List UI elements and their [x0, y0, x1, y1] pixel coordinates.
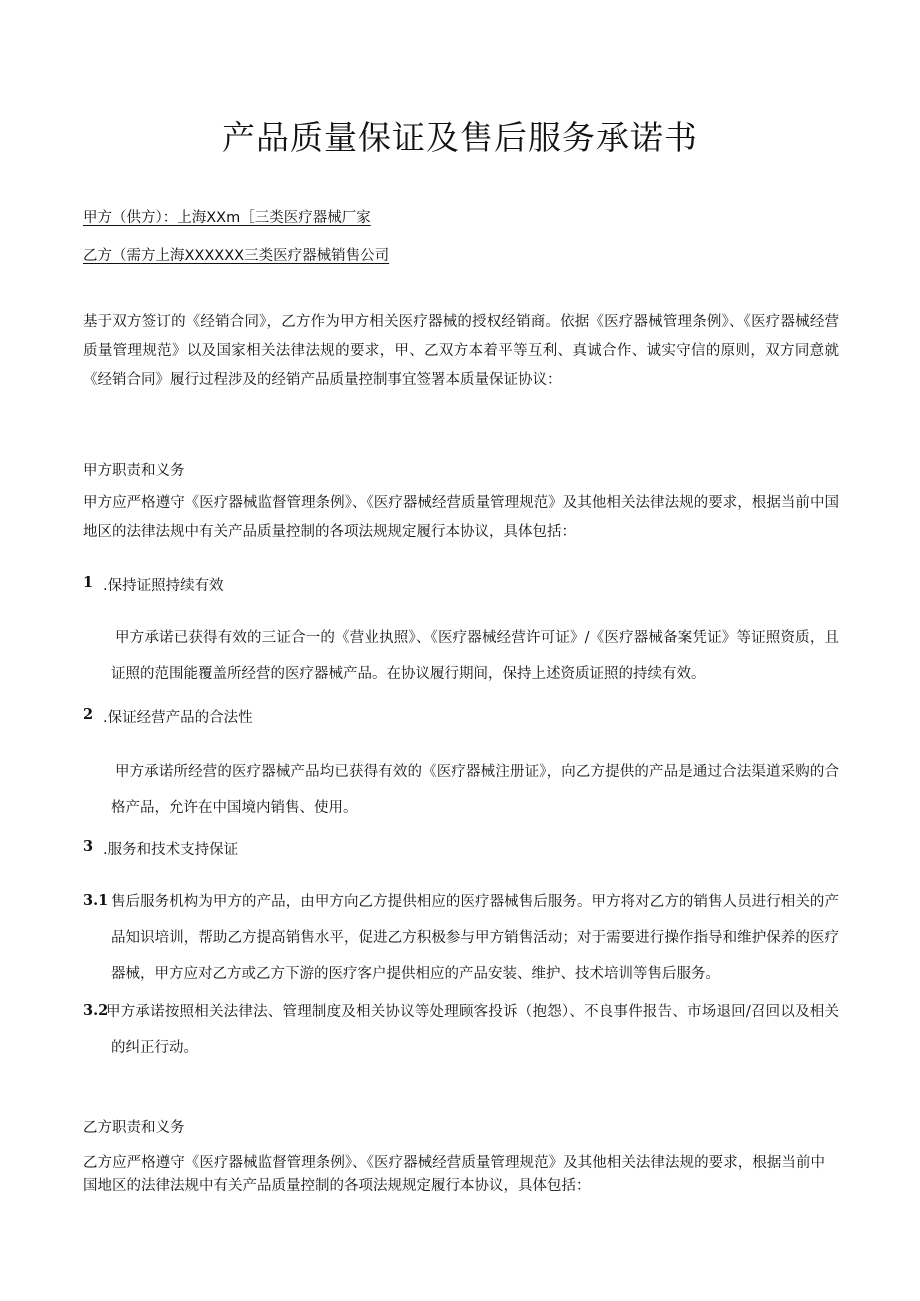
sub-item-3-2-body: 甲方承诺按照相关法律法、管理制度及相关协议等处理顾客投诉（抱怨）、不良事件报告、市场退回/召回以及相关的纠正行动。 [106, 1004, 839, 1056]
item-1-body: 甲方承诺已获得有效的三证合一的《营业执照》、《医疗器械经营许可证》/《医疗器械备案凭证》等证照资质，且证照的范围能覆盖所经营的医疗器械产品。在协议履行期间，保持上述资质证照的持续有效。 [111, 630, 839, 682]
party-b-line: 乙方（需方上海XXXXXX三类医疗器械销售公司 [83, 248, 390, 264]
item-3-number: 3 [83, 838, 94, 855]
section-b-heading: 乙方职责和义务 [83, 1120, 185, 1136]
item-2-label: .保证经营产品的合法性 [103, 710, 253, 726]
sub-item-3-1-body: 售后服务机构为甲方的产品，由甲方向乙方提供相应的医疗器械售后服务。甲方将对乙方的销售人员进行相关的产品知识培训，帮助乙方提高销售水平，促进乙方积极参与甲方销售活动；对于需要进行操作指导和维护保养的医疗器械，甲方应对乙方或乙方下游的医疗客户提供相应的产品安装、维护、技术培训等售后服务。 [111, 894, 839, 982]
section-b-intro: 乙方应严格遵守《医疗器械监督管理条例》、《医疗器械经营质量管理规范》及其他相关法律法规的要求，根据当前中国地区的法律法规中有关产品质量控制的各项法规规定履行本协议，具体包括： [83, 1155, 825, 1194]
item-1-label: .保持证照持续有效 [103, 578, 224, 594]
item-1-number: 1 [83, 574, 94, 591]
item-2-body: 甲方承诺所经营的医疗器械产品均已获得有效的《医疗器械注册证》，向乙方提供的产品是通过合法渠道采购的合格产品，允许在中国境内销售、使用。 [111, 764, 839, 816]
sub-item-3-1-number: 3.1 [83, 892, 109, 909]
page-title: 产品质量保证及售后服务承诺书 [222, 118, 698, 157]
party-a-line: 甲方（供方）：上海XXm［三类医疗器械厂家 [83, 210, 371, 226]
section-a-intro: 甲方应严格遵守《医疗器械监督管理条例》、《医疗器械经营质量管理规范》及其他相关法律法规的要求，根据当前中国地区的法律法规中有关产品质量控制的各项法规规定履行本协议，具体包括： [83, 495, 839, 540]
item-3-label: .服务和技术支持保证 [103, 842, 239, 858]
section-a-heading: 甲方职责和义务 [83, 463, 185, 479]
intro-paragraph: 基于双方签订的《经销合同》，乙方作为甲方相关医疗器械的授权经销商。依据《医疗器械管理条例》、《医疗器械经营质量管理规范》以及国家相关法律法规的要求，甲、乙双方本着平等互利、真诚合作、诚实守信的原则，双方同意就《经销合同》履行过程涉及的经销产品质量控制事宜签署本质量保证协议： [83, 314, 839, 388]
item-2-number: 2 [83, 706, 94, 723]
sub-item-3-2-number: 3.2 [83, 1002, 109, 1019]
